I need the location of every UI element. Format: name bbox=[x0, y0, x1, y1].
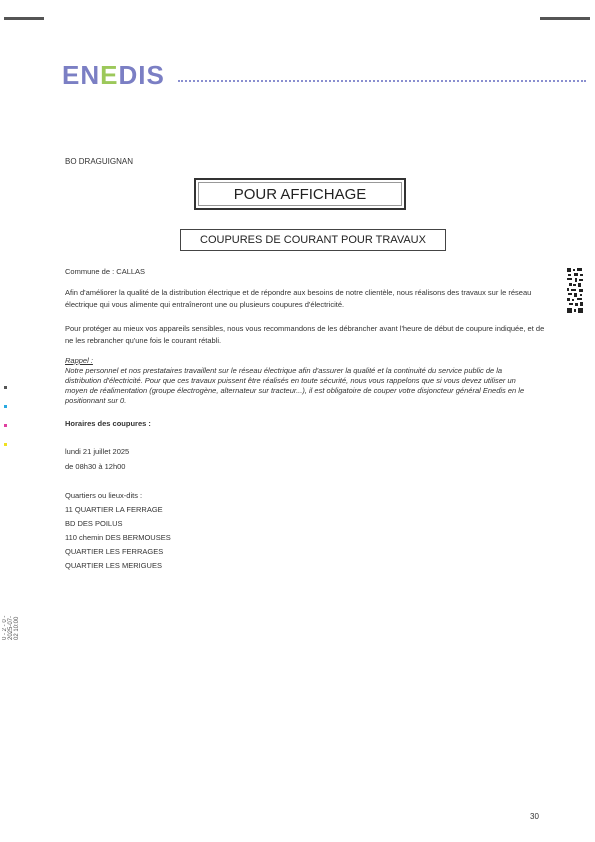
outage-date: lundi 21 juillet 2025 bbox=[65, 447, 130, 456]
logo-part1: EN bbox=[62, 60, 101, 90]
logo-part2: E bbox=[100, 60, 119, 90]
outage-time: de 08h30 à 12h00 bbox=[65, 462, 126, 471]
notice-title: POUR AFFICHAGE bbox=[194, 178, 406, 210]
rappel-title: Rappel : bbox=[65, 356, 93, 365]
scan-mark-left bbox=[4, 17, 44, 20]
list-item: QUARTIER LES MERIGUES bbox=[65, 561, 162, 570]
paragraph-intro: Afin d'améliorer la qualité de la distribution électrique et de répondre aux besoins de notre clientèle, nous réalisons des travaux sur le réseau électrique qui vous alimente qui entraîneront une ou plusieurs coupures d'électricité. bbox=[65, 288, 532, 309]
quartiers-list bbox=[65, 503, 171, 573]
calibration-dot-magenta bbox=[4, 424, 7, 427]
list-item: QUARTIER LES FERRAGES bbox=[65, 547, 164, 556]
rappel-block bbox=[65, 356, 535, 406]
horaires-label: Horaires des coupures : bbox=[65, 419, 151, 428]
rappel-text: Notre personnel et nos prestataires travaillent sur le réseau électrique afin d'assurer la qualité et la continuité du service public de la distribution d'électricité. Pour que ces travaux puissent être réalisés en toute sécurité, nous vous rappelons que si vous devez utiliser un moyen de réalimentation (groupe électrogène, alternateur sur tracteur...), il est obligatoire de couper votre disjoncteur général Enedis en le positionnant sur 0. bbox=[65, 366, 525, 405]
calibration-dot-cyan bbox=[4, 405, 7, 408]
list-item: 110 chemin DES BERMOUSES bbox=[65, 533, 171, 542]
notice-subtitle: COUPURES DE COURANT POUR TRAVAUX bbox=[180, 229, 446, 251]
commune-line: Commune de : CALLAS bbox=[65, 267, 146, 276]
list-item: BD DES POILUS bbox=[65, 519, 123, 528]
qr-code-icon bbox=[566, 267, 584, 315]
quartiers-label: Quartiers ou lieux-dits : bbox=[65, 491, 143, 500]
scan-mark-right bbox=[540, 17, 590, 20]
logo-part3: DIS bbox=[118, 60, 165, 90]
paragraph-protection: Pour protéger au mieux vos appareils sensibles, nous vous recommandons de les débrancher avant l'heure de début de coupure indiquée, et de ne les rebrancher qu'une fois le courant rétabli. bbox=[65, 324, 545, 345]
page-number: 30 bbox=[530, 812, 539, 821]
calibration-dot-yellow bbox=[4, 443, 7, 446]
side-print-code: 0 - 2 - 0 - 2025-07-02 10:00 bbox=[2, 615, 20, 640]
agency-name: BO DRAGUIGNAN bbox=[65, 157, 134, 166]
header-divider bbox=[178, 80, 586, 82]
enedis-logo bbox=[62, 60, 165, 91]
list-item: 11 QUARTIER LA FERRAGE bbox=[65, 505, 163, 514]
calibration-dot-black bbox=[4, 386, 7, 389]
